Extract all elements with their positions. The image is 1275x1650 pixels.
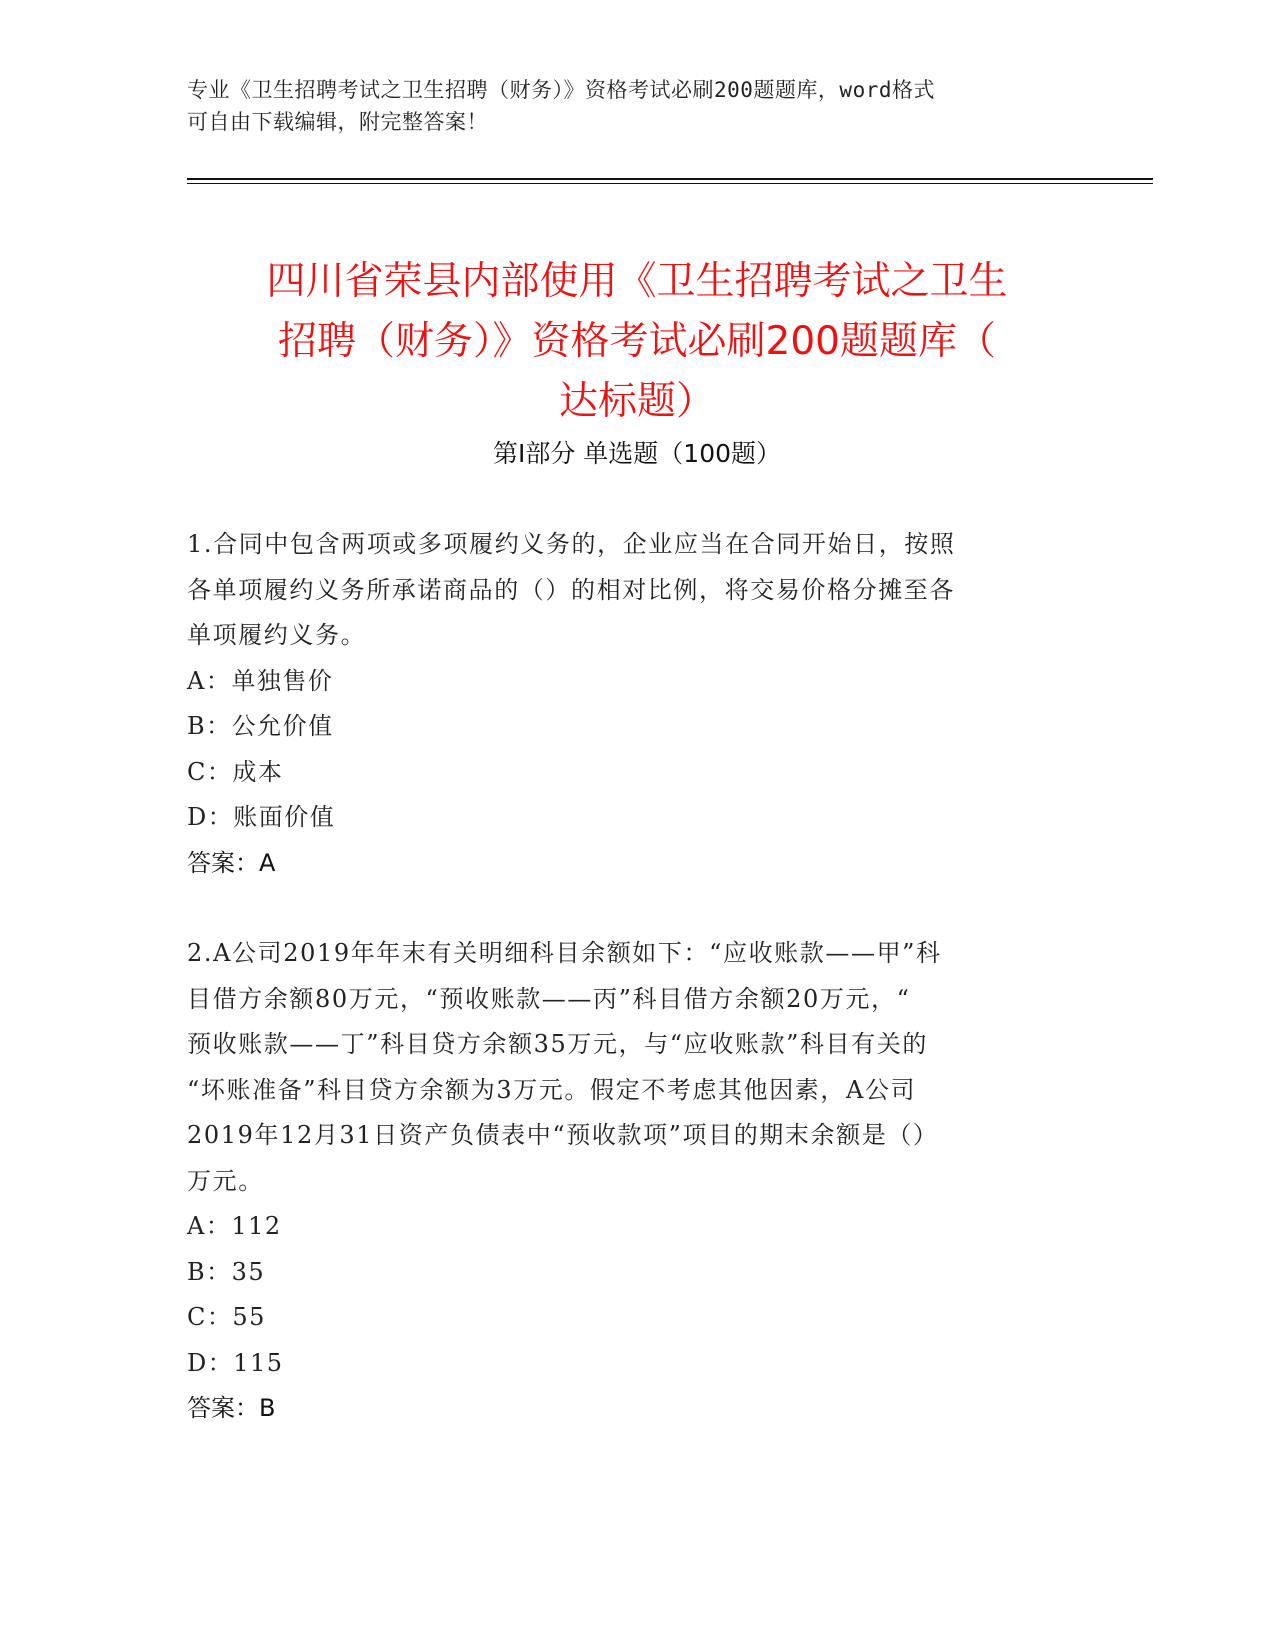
option-a: A：112 <box>187 1212 282 1240</box>
header-note-line: 可自由下载编辑，附完整答案！ <box>187 110 488 134</box>
header-note <box>187 74 1067 138</box>
stem-line: 2.A公司2019年年末有关明细科目余额如下：“应收账款——甲”科 <box>187 939 942 967</box>
question-item <box>187 522 1067 886</box>
question-stem <box>187 522 1067 659</box>
stem-line: 各单项履约义务所承诺商品的（）的相对比例，将交易价格分摊至各 <box>187 575 955 604</box>
header-note-line: 专业《卫生招聘考试之卫生招聘（财务）》资格考试必刷200题题库，word格式 <box>187 78 935 102</box>
option-d: D：115 <box>187 1348 284 1377</box>
option-a: A：单独售价 <box>187 666 334 695</box>
question-item <box>187 931 1067 1432</box>
title-line: 四川省荣县内部使用《卫生招聘考试之卫生 <box>266 259 1008 305</box>
section-heading: 第Ⅰ部分 单选题（100题） <box>492 439 782 468</box>
stem-line: 2019年12月31日资产负债表中“预收款项”项目的期末余额是（） <box>187 1121 939 1149</box>
title-line: 招聘（财务）》资格考试必刷200题题库（ <box>278 319 996 365</box>
question-stem <box>187 931 1067 1204</box>
option-b: B：公允价值 <box>187 712 334 740</box>
stem-line: 预收账款——丁”科目贷方余额35万元，与“应收账款”科目有关的 <box>187 1030 928 1058</box>
stem-line: 1.合同中包含两项或多项履约义务的，企业应当在合同开始日，按照 <box>187 530 956 558</box>
header-divider <box>187 178 1153 180</box>
title-line: 达标题） <box>558 379 715 425</box>
option-d: D：账面价值 <box>187 803 336 831</box>
option-b: B：35 <box>187 1257 266 1286</box>
answer-text: 答案：B <box>187 1394 276 1422</box>
document-title <box>187 252 1087 432</box>
answer-text: 答案：A <box>187 848 276 877</box>
header-divider <box>187 183 1153 184</box>
stem-line: 万元。 <box>187 1166 264 1195</box>
stem-line: 目借方余额80万元，“预收账款——丙”科目借方余额20万元，“ <box>187 984 911 1013</box>
option-c: C：55 <box>187 1303 266 1331</box>
stem-line: “坏账准备”科目贷方余额为3万元。假定不考虑其他因素，A公司 <box>187 1075 917 1104</box>
stem-line: 单项履约义务。 <box>187 621 367 649</box>
option-c: C：成本 <box>187 757 284 786</box>
